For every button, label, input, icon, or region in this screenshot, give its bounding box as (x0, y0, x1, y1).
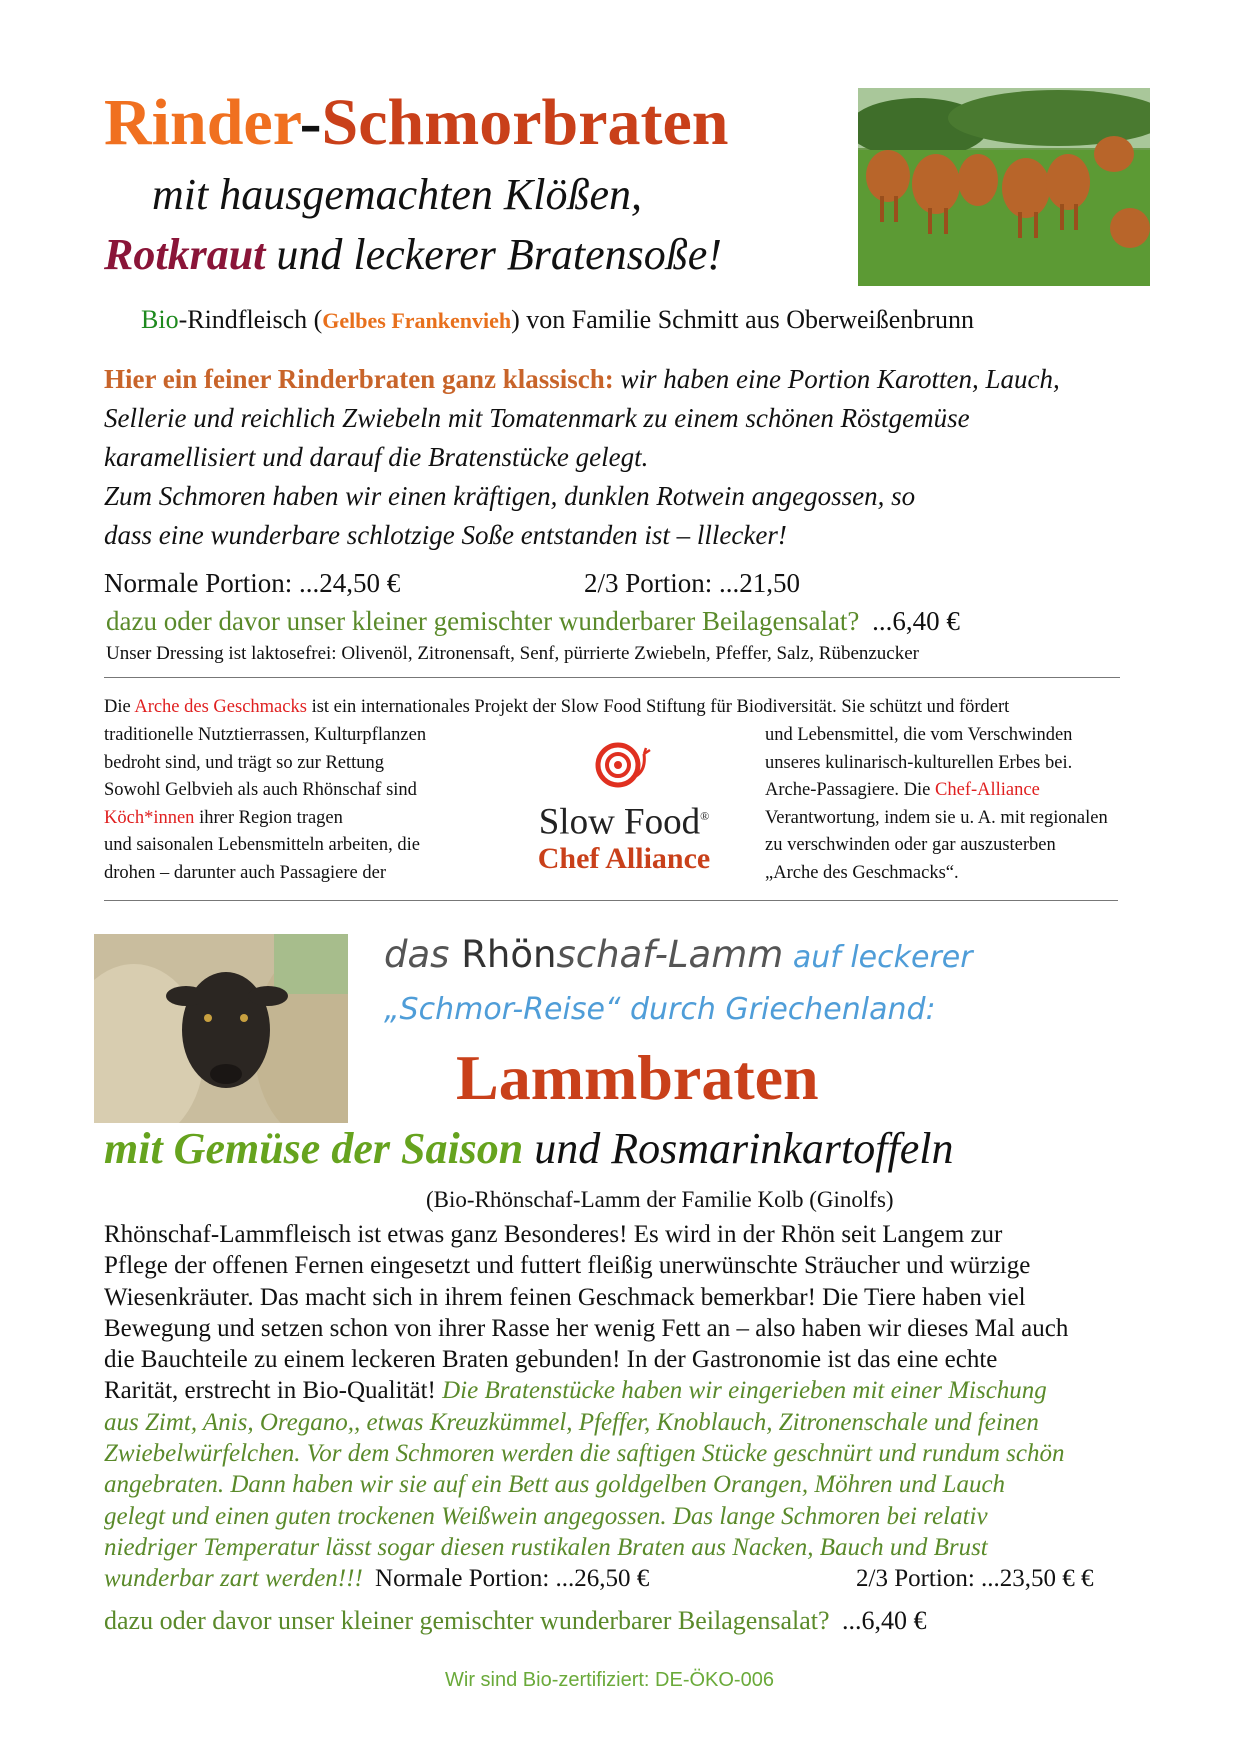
lamb-green-line6: wunderbar zart werden!!! (104, 1565, 363, 1593)
slowfood-left-line5: und saisonalen Lebensmitteln arbeiten, die (104, 835, 420, 855)
beef-subtitle-rotkraut: Rotkraut (104, 230, 266, 279)
lamb-green-line3: angebraten. Dann haben wir sie auf ein Bett aus goldgelben Orangen, Möhren und Lauch (104, 1471, 1006, 1499)
beef-subtitle-line1 (152, 168, 642, 222)
slowfood-left-line6: drohen – darunter auch Passagiere der (104, 862, 387, 883)
lamb-subtitle-rest: und Rosmarinkartoffeln (523, 1124, 954, 1173)
slowfood-left-line4-rest: ihrer Region tragen (194, 807, 343, 828)
cattle-photo-art (858, 88, 1150, 286)
slowfood-right-line1: und Lebensmittel, die vom Verschwinden (765, 725, 1073, 745)
beef-desc-lead: Hier ein feiner Rinderbraten ganz klassisch: (104, 364, 614, 394)
lamb-body-line4: Bewegung und setzen schon von ihrer Rasse her wenig Fett an – also haben wir dieses Mal auch (104, 1314, 1069, 1342)
snail-icon (592, 740, 656, 790)
slowfood-right-column (765, 722, 1108, 887)
beef-desc-line2: Sellerie und reichlich Zwiebeln mit Tomatenmark zu einem schönen Röstgemüse (104, 403, 970, 433)
lamb-origin: (Bio-Rhönschaf-Lamm der Familie Kolb (Ginolfs) (426, 1187, 894, 1212)
lamb-salad-price: ...6,40 € (842, 1606, 927, 1635)
sheep-photo (94, 934, 348, 1123)
lamb-body-line6-b: Die Bratenstücke haben wir eingerieben mit einer Mischung (435, 1377, 1047, 1405)
lamb-heading-line2: „Schmor-Reise“ durch Griechenland: (384, 992, 936, 1027)
lamb-body-line5: die Bauchteile zu einem leckeren Braten gebunden! In der Gastronomie ist das eine echte (104, 1346, 998, 1374)
lamb-body-line1: Rhönschaf-Lammfleisch ist etwas ganz Besonderes! Es wird in der Rhön seit Langem zur (104, 1221, 1003, 1248)
slowfood-right-line2: unseres kulinarisch-kulturellen Erbes bei. (765, 752, 1073, 773)
beef-price-two-thirds: 2/3 Portion: ...21,50 (584, 568, 801, 598)
slowfood-logo-sub: Chef Alliance (537, 842, 711, 876)
slowfood-right-line3-red: Chef-Alliance (935, 780, 1040, 800)
beef-origin-bio: Bio (141, 305, 179, 334)
lamb-green-line5: niedriger Temperatur lässt sogar diesen rustikalen Braten aus Nacken, Bauch und Brust (104, 1533, 988, 1561)
beef-origin (141, 304, 974, 337)
lamb-title: Lammbraten (456, 1042, 819, 1113)
beef-title-part1: Rinder (104, 86, 300, 159)
lamb-subtitle-green: mit Gemüse der Saison (104, 1124, 524, 1173)
slowfood-intro-arche: Arche des Geschmacks (134, 697, 307, 717)
beef-title-part2: Schmorbraten (321, 86, 729, 159)
slowfood-logo-reg: ® (700, 809, 710, 823)
slowfood-left-column (104, 722, 426, 887)
slowfood-intro-post: ist ein internationales Projekt der Slow Food Stiftung für Biodiversität. Sie schützt und fördert (306, 697, 1010, 717)
lamb-head-rhoen: Rhön (461, 933, 557, 976)
lamb-body-line6-a: Rarität, erstrecht in Bio-Qualität! (104, 1377, 436, 1405)
slowfood-intro-pre: Die (104, 697, 135, 717)
slowfood-left-line2: bedroht sind, und trägt so zur Rettung (104, 752, 385, 773)
beef-origin-text2: ) von Familie Schmitt aus Oberweißenbrunn (511, 305, 974, 334)
beef-salad-price: ...6,40 € (872, 606, 960, 636)
slowfood-right-line6: „Arche des Geschmacks“. (765, 862, 959, 883)
beef-subtitle-text1: mit hausgemachten Klößen, (152, 170, 643, 219)
slowfood-right-line3-pre: Arche-Passagiere. Die (765, 780, 936, 800)
divider-top (104, 677, 1120, 678)
slowfood-intro (104, 694, 1009, 720)
cattle-photo (858, 88, 1150, 286)
beef-title-dash: - (299, 86, 322, 159)
lamb-body-line2: Pflege der offenen Fernen eingesetzt und futtert fleißig unerwünschte Sträucher und würzige (104, 1252, 1031, 1280)
lamb-price-normal: Normale Portion: ...26,50 € (375, 1565, 650, 1593)
lamb-green-line1: aus Zimt, Anis, Oregano,, etwas Kreuzkümmel, Pfeffer, Knoblauch, Zitronenschale und feinen (104, 1408, 1039, 1436)
lamb-price-two-thirds: 2/3 Portion: ...23,50 € € (856, 1565, 1094, 1593)
lamb-salad (104, 1604, 927, 1638)
beef-description (104, 360, 1164, 555)
lamb-heading-line1 (384, 932, 973, 981)
beef-desc-line3: karamellisiert und darauf die Bratenstücke gelegt. (104, 442, 649, 472)
beef-salad-text: dazu oder davor unser kleiner gemischter wunderbarer Beilagensalat? (106, 606, 860, 636)
beef-salad (106, 604, 960, 638)
beef-desc-line5: dass eine wunderbare schlotzige Soße entstanden ist – lllecker! (104, 520, 787, 550)
lamb-salad-text: dazu oder davor unser kleiner gemischter wunderbarer Beilagensalat? (104, 1606, 830, 1635)
slowfood-left-line3: Sowohl Gelbvieh als auch Rhönschaf sind (104, 780, 417, 800)
slowfood-logo-name: Slow Food (538, 801, 701, 843)
divider-bottom (104, 900, 1118, 901)
beef-origin-breed: Gelbes Frankenvieh (322, 308, 512, 333)
bio-certification: Wir sind Bio-zertifiziert: DE-ÖKO-006 (445, 1669, 774, 1691)
slowfood-right-line4: Verantwortung, indem sie u. A. mit regionalen (765, 807, 1108, 828)
beef-dressing: Unser Dressing ist laktosefrei: Olivenöl, Zitronensaft, Senf, pürrierte Zwiebeln, Pfeffer, Salz, Rübenzucker (106, 643, 920, 664)
sheep-photo-art (94, 934, 348, 1123)
slowfood-right-line5: zu verschwinden oder gar auszusterben (765, 835, 1056, 855)
slowfood-left-line1: traditionelle Nutztierrassen, Kulturpflanzen (104, 725, 427, 745)
beef-subtitle-rest: und leckerer Bratensoße! (265, 230, 722, 279)
beef-title (104, 84, 729, 162)
beef-desc-line1: wir haben eine Portion Karotten, Lauch, (613, 364, 1060, 394)
lamb-head-schaf: schaf-Lamm (556, 933, 784, 976)
slowfood-left-line4-red: Köch*innen (104, 807, 195, 828)
beef-subtitle-line2 (104, 228, 722, 282)
lamb-green-line2: Zwiebelwürfelchen. Vor dem Schmoren werden die saftigen Stücke geschnürt und rundum schön (104, 1440, 1065, 1468)
slowfood-logo (514, 740, 734, 880)
lamb-body (104, 1219, 1184, 1595)
lamb-green-line4: gelegt und einen guten trockenen Weißwein angegossen. Das lange Schmoren bei relativ (104, 1502, 988, 1530)
beef-price-normal: Normale Portion: ...24,50 € (104, 568, 401, 598)
lamb-head-das: das (384, 933, 462, 976)
lamb-subtitle (104, 1122, 953, 1176)
beef-origin-text1: -Rindfleisch ( (178, 305, 323, 334)
lamb-head-rest: auf leckerer (783, 940, 973, 975)
beef-desc-line4: Zum Schmoren haben wir einen kräftigen, dunklen Rotwein angegossen, so (104, 481, 916, 511)
lamb-body-line3: Wiesenkräuter. Das macht sich in ihrem feinen Geschmack bemerkbar! Die Tiere haben viel (104, 1283, 1026, 1311)
